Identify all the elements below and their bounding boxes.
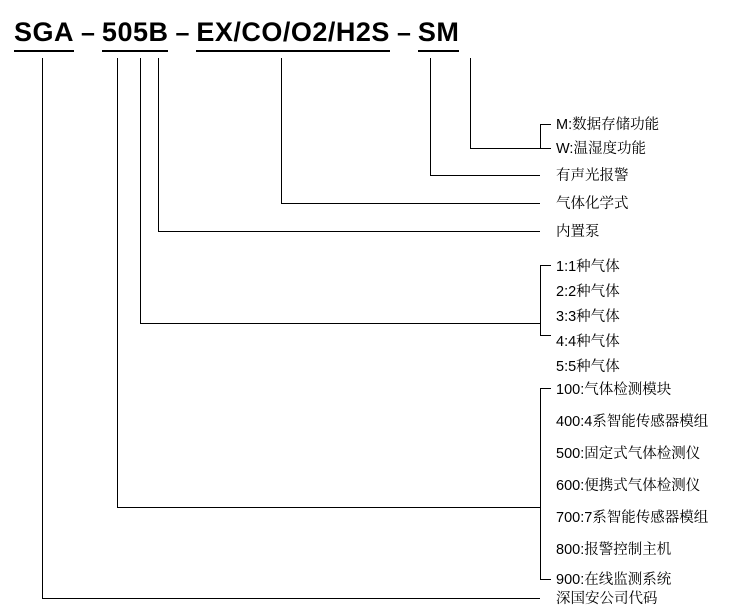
label-suffix-option-m: M:数据存储功能 [556,117,660,133]
leader-line-alarm-vertical [430,58,431,175]
label-series-600: 600:便携式气体检测仪 [556,478,701,494]
label-series-400: 400:4系智能传感器模组 [556,414,709,430]
label-built-in-pump: 内置泵 [556,224,600,240]
label-series-700: 700:7系智能传感器模组 [556,510,709,526]
code-separator-3: – [396,19,411,47]
leader-line-series-horizontal [117,507,540,508]
code-segment-brand: SGA [14,18,74,52]
label-gas-count-3: 3:3种气体 [556,309,620,325]
label-company-code: 深国安公司代码 [556,591,658,607]
code-segment-gases: EX/CO/O2/H2S [196,18,390,52]
leader-line-alarm-horizontal [430,175,540,176]
code-segment-suffix: SM [418,18,460,52]
label-series-100: 100:气体检测模块 [556,382,672,398]
series-bracket-top-tick [540,388,551,389]
label-gas-formula: 气体化学式 [556,196,629,212]
leader-line-gascount-vertical [140,58,141,323]
label-series-900: 900:在线监测系统 [556,572,672,588]
gascount-bracket-bottom-tick [540,335,551,336]
leader-line-formula-vertical [281,58,282,203]
leader-line-gascount-horizontal [140,323,540,324]
leader-line-company-vertical [42,58,43,598]
leader-line-company-horizontal [42,598,540,599]
suffix-bracket-vertical [540,124,541,148]
label-series-500: 500:固定式气体检测仪 [556,446,701,462]
leader-line-pump-vertical [158,58,159,231]
code-separator-1: – [81,19,95,47]
model-code-row [14,18,459,52]
label-gas-count-4: 4:4种气体 [556,334,620,350]
label-alarm: 有声光报警 [556,168,629,184]
leader-line-pump-horizontal [158,231,540,232]
label-gas-count-2: 2:2种气体 [556,284,620,300]
leader-line-series-vertical [117,58,118,507]
series-bracket-bottom-tick [540,579,551,580]
leader-line-suffix-vertical [470,58,471,148]
label-gas-count-1: 1:1种气体 [556,259,620,275]
gascount-bracket-vertical [540,265,541,335]
gascount-bracket-top-tick [540,265,551,266]
suffix-bracket-top-tick [540,124,551,125]
code-separator-2: – [175,19,190,47]
series-bracket-vertical [540,388,541,579]
label-series-800: 800:报警控制主机 [556,542,672,558]
leader-line-formula-horizontal [281,203,540,204]
code-segment-series: 505B [102,18,169,52]
leader-line-suffix-horizontal [470,148,540,149]
label-gas-count-5: 5:5种气体 [556,359,620,375]
label-suffix-option-w: W:温湿度功能 [556,141,646,157]
suffix-bracket-bottom-tick [540,148,551,149]
